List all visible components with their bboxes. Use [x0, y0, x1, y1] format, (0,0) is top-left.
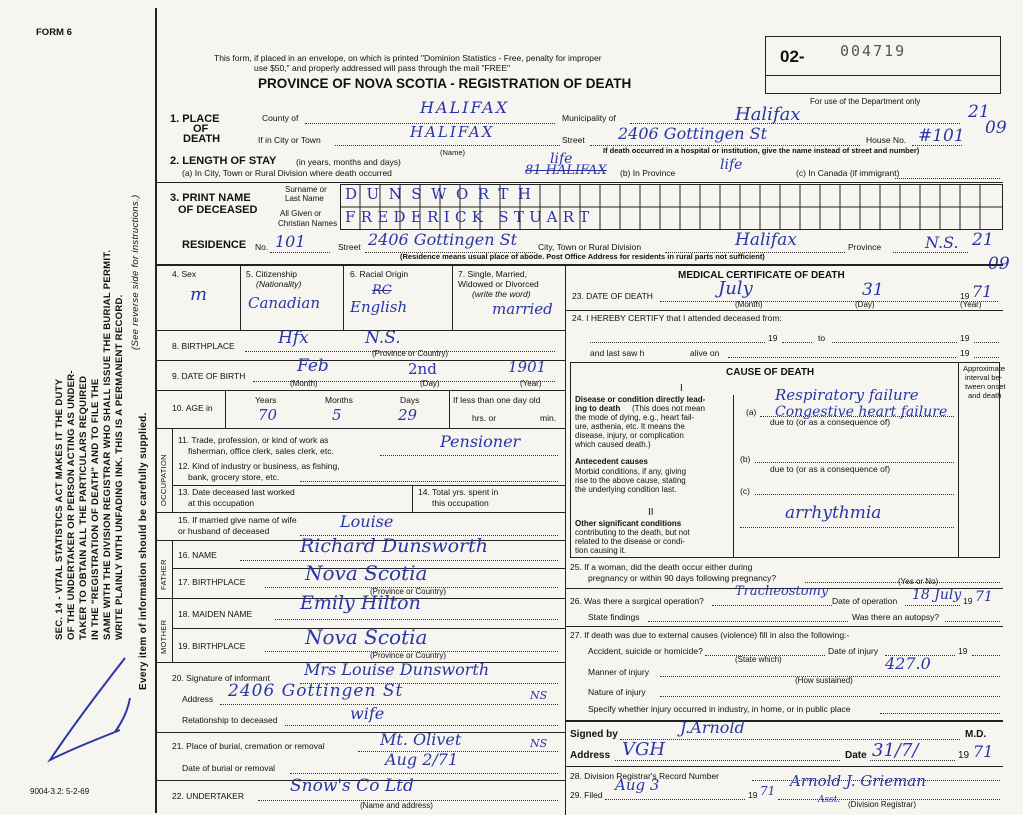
alive-year-line: [974, 357, 999, 358]
registrar-divider: [565, 766, 1003, 767]
cause-roman-2: II: [648, 507, 654, 518]
informant-sig: Mrs Louise Dunsworth: [304, 660, 490, 679]
age-days-label: Days: [400, 395, 420, 405]
burial-place-label: 21. Place of burial, cremation or removal: [172, 741, 325, 751]
municipality-value: Halifax: [735, 104, 801, 125]
injury-date-label: Date of injury: [828, 646, 879, 656]
due-b: due to (or as a consequence of): [770, 464, 891, 474]
place-label-1: 1. PLACE: [170, 113, 220, 125]
father-side-label: FATHER: [159, 559, 168, 590]
manner-value: 427.0: [885, 654, 931, 673]
med-divider-27: [565, 626, 1003, 627]
row-divider-8: [155, 330, 565, 331]
certify-label: 24. I HEREBY CERTIFY that I attended deceased from:: [572, 313, 782, 323]
signoff-divider: [565, 720, 1003, 722]
residence-city-label: City, Town or Rural Division: [538, 242, 642, 252]
burial-place-tail: NS: [530, 737, 548, 750]
section-name-top: [155, 182, 1003, 183]
alive-label: alive on: [690, 348, 720, 358]
lastworked-label-1: 13. Date deceased last worked: [178, 487, 295, 497]
q28-label: 28. Division Registrar's Record Number: [570, 771, 720, 781]
relationship-line: [285, 725, 558, 726]
dept-code-4: 09: [988, 254, 1010, 274]
q29-label: 29. Filed: [570, 790, 603, 800]
instructions-line-1: SEC. 14 - VITAL STATISTICS ACT MAKES IT THE DUTY: [54, 378, 65, 640]
burial-date-line: [290, 773, 558, 774]
informant-address-tail: NS: [530, 689, 548, 702]
row-divider-9: [155, 360, 565, 361]
county-value: HALIFAX: [420, 98, 510, 117]
q26-label: 26. Was there a surgical operation?: [570, 596, 704, 606]
sign-address-value: VGH: [622, 739, 666, 760]
filed-year: 71: [760, 784, 776, 798]
age-years: 70: [258, 406, 278, 424]
burial-place: Mt. Olivet: [380, 730, 462, 749]
dept-code-3: 21: [972, 230, 994, 250]
marital-label-2: Widowed or Divorced: [458, 279, 539, 289]
stay-c-line: [895, 178, 1000, 179]
citizenship-label: 5. Citizenship: [246, 269, 298, 279]
dept-code-1: 21: [968, 102, 990, 122]
instructions-line-2: OF THE UNDERTAKER OR PERSON ACTING AS UNDER-: [66, 370, 77, 640]
q26-date-line: [905, 605, 960, 606]
city-value: HALIFAX: [410, 123, 495, 141]
q29-line: [605, 799, 745, 800]
undertaker-label: 22. UNDERTAKER: [172, 791, 244, 801]
racial-struck: RC: [372, 283, 392, 298]
cause-b-marker: (b): [740, 454, 751, 464]
disease-label-4: the mode of dying, e.g., heart fail-: [575, 413, 695, 422]
age-years-label: Years: [255, 395, 277, 405]
cause-a2-value: Congestive heart failure: [775, 404, 948, 420]
section-divider-main: [155, 264, 1003, 266]
certify-to: to: [818, 333, 826, 343]
years-spent-label-2: this occupation: [432, 498, 489, 508]
nature-line: [660, 696, 1000, 697]
father-name-label: 16. NAME: [178, 550, 217, 560]
dob-month: Feb: [297, 356, 329, 376]
age-lessday: If less than one day old: [453, 395, 541, 405]
cause-roman-1: I: [680, 383, 683, 394]
spouse-label-2: or husband of deceased: [178, 526, 270, 536]
other-label-4: tion causing it.: [575, 546, 627, 555]
certify-year-1: 19: [768, 333, 778, 343]
instructions-line-4: IN THE "REGISTRATION OF DEATH" AND TO FILE THE: [90, 378, 101, 640]
medical-title: MEDICAL CERTIFICATE OF DEATH: [678, 270, 845, 281]
sign-date-value: 31/7/: [872, 740, 919, 761]
mother-maiden-label: 18. MAIDEN NAME: [178, 609, 253, 619]
q26-date: 18 July: [912, 587, 962, 603]
relationship-value: wife: [350, 704, 385, 723]
birthplace-label: 8. BIRTHPLACE: [172, 341, 235, 351]
sign-address-line: [615, 760, 840, 761]
state-findings-label: State findings: [588, 612, 640, 622]
informant-address-label: Address: [182, 694, 214, 704]
disease-label-6: disease, injury, or complication: [575, 431, 684, 440]
stay-a-struck: 81 HALIFAX: [525, 163, 607, 178]
registrar-signature: Arnold J. Grieman: [790, 772, 926, 790]
other-line: [740, 527, 954, 528]
accident-label: Accident, suicide or homicide?: [588, 646, 703, 656]
occupation-side-label: OCCUPATION: [159, 454, 168, 506]
hospital-note: If death occurred in a hospital or institution, give the name instead of street and number): [603, 146, 920, 155]
dod-day: 31: [862, 280, 884, 300]
alive-line: [728, 357, 956, 358]
municipality-label: Municipality of: [562, 113, 616, 123]
other-label-3: related to the disease or condi-: [575, 537, 685, 546]
dod-label: 23. DATE OF DEATH: [572, 291, 653, 301]
given-value: FREDERICK STUART: [345, 208, 595, 226]
form-number: FORM 6: [36, 27, 72, 38]
instructions-line-6: WRITE PLAINLY WITH UNFADING INK. THIS IS A PERMANENT RECORD.: [114, 294, 125, 640]
stay-a-value: life: [550, 151, 573, 167]
reg-prefix: 02-: [780, 47, 805, 66]
ante-label-1: Antecedent causes: [575, 457, 648, 466]
cause-b-line: [755, 462, 954, 463]
trade-value: Pensioner: [440, 432, 521, 451]
cause-c-marker: (c): [740, 486, 750, 496]
dept-code-2: 09: [985, 118, 1007, 138]
father-birthplace: Nova Scotia: [305, 561, 428, 585]
row-divider-occ: [155, 428, 565, 429]
due-a: due to (or as a consequence of): [770, 417, 891, 427]
dod-year-cap: (Year): [960, 300, 982, 309]
marital-label-1: 7. Single, Married,: [458, 269, 527, 279]
father-side-line: [172, 540, 173, 598]
spouse-value: Louise: [340, 512, 394, 531]
father-name: Richard Dunsworth: [300, 535, 488, 557]
house-label: House No.: [866, 135, 907, 145]
sign-year-prefix: 19: [958, 750, 970, 761]
burial-date-label: Date of burial or removal: [182, 763, 276, 773]
stay-b-label: (b) In Province: [620, 168, 676, 178]
city-label: If in City or Town: [258, 135, 321, 145]
dob-day-cap: (Day): [420, 379, 440, 388]
dob-month-cap: (Month): [290, 379, 318, 388]
injury-year: 19: [958, 646, 968, 656]
street-label: Street: [562, 135, 585, 145]
nature-label: Nature of injury: [588, 687, 646, 697]
age-label: 10. AGE in: [172, 403, 213, 413]
reg-number: 004719: [840, 42, 907, 60]
house-value: #101: [918, 126, 965, 146]
disease-label-3: (This does not mean: [632, 404, 705, 413]
q26-year: 71: [975, 589, 993, 605]
instructions-reverse: (See reverse side for instructions.): [130, 194, 141, 350]
citizenship-sub: (Nationality): [256, 279, 302, 289]
age-months: 5: [332, 406, 342, 424]
certify-year-line-1: [782, 342, 812, 343]
dod-year: 71: [972, 282, 993, 301]
certify-to-line: [832, 342, 957, 343]
years-spent-label-1: 14. Total yrs. spent in: [418, 487, 499, 497]
mother-maiden-line: [275, 619, 558, 620]
med-divider-24: [565, 310, 1003, 311]
trade-line: [380, 455, 558, 456]
ante-label-2: Morbid conditions, if any, giving: [575, 467, 687, 476]
undertaker-value: Snow's Co Ltd: [290, 776, 414, 796]
age-months-label: Months: [325, 395, 353, 405]
name-label-2: OF DECEASED: [178, 204, 258, 216]
form-title: PROVINCE OF NOVA SCOTIA - REGISTRATION OF DEATH: [258, 76, 632, 91]
specify-label: Specify whether injury occurred in industry, in home, or in public place: [588, 704, 851, 714]
manner-label: Manner of injury: [588, 667, 649, 677]
q25-label-1: 25. If a woman, did the death occur either during: [570, 562, 753, 572]
residence-province-label: Province: [848, 242, 882, 252]
racial-label: 6. Racial Origin: [350, 269, 409, 279]
certify-from-line: [590, 342, 765, 343]
autopsy-label: Was there an autopsy?: [852, 612, 940, 622]
q27-label: 27. If death was due to external causes (violence) fill in also the following:-: [570, 630, 850, 640]
mother-side-label: MOTHER: [159, 619, 168, 654]
stay-a-label: (a) In City, Town or Rural Division where death occurred: [182, 168, 392, 178]
disease-label-2: ing to death: [575, 404, 621, 413]
cause-inner-divider: [733, 395, 734, 557]
dob-year: 1901: [508, 358, 547, 376]
mother-side-line: [172, 598, 173, 662]
cause-a-marker: (a): [746, 407, 757, 417]
mother-birthplace-caption: (Province or Country): [370, 651, 447, 660]
dod-month: July: [718, 278, 753, 299]
father-birthplace-caption: (Province or Country): [370, 587, 447, 596]
reg-box-divider: [765, 75, 1001, 76]
place-label-3: DEATH: [183, 133, 221, 145]
disease-label-7: which caused death.): [575, 440, 651, 449]
industry-label-1: 12. Kind of industry or business, as fishing,: [178, 461, 340, 471]
dept-use-label: For use of the Department only: [810, 97, 921, 106]
interval-label-2: interval be-: [965, 373, 1003, 382]
row1-div-1: [240, 264, 241, 330]
citizenship-value: Canadian: [248, 294, 321, 312]
q25-label-2: pregnancy or within 90 days following pregnancy?: [588, 573, 777, 583]
column-divider: [565, 264, 566, 815]
interval-label-4: and death: [968, 391, 1002, 400]
registrar-caption: (Division Registrar): [848, 800, 917, 809]
dob-year-cap: (Year): [520, 379, 542, 388]
q26-date-label: Date of operation: [832, 596, 898, 606]
burial-date: Aug 2/71: [385, 750, 459, 769]
row13-div: [412, 485, 413, 512]
residence-no-line: [270, 252, 330, 253]
sign-date-label: Date: [845, 750, 867, 761]
form-left-border: [155, 8, 157, 813]
dod-month-cap: (Month): [735, 300, 763, 309]
state-which-cap: (State which): [735, 655, 782, 664]
stay-c-label: (c) In Canada (if immigrant): [796, 168, 900, 178]
interval-divider: [958, 362, 959, 558]
occ-side-line: [172, 428, 173, 512]
q26-value: Tracheostomy: [735, 584, 829, 599]
margin-scribble-icon: [30, 650, 150, 770]
md-label: M.D.: [965, 729, 987, 740]
lastsaw-label: and last saw h: [590, 348, 645, 358]
residence-no: 101: [275, 232, 306, 251]
q25-caption: (Yes or No): [898, 577, 939, 586]
county-label: County of: [262, 113, 299, 123]
sustained-cap: (How sustained): [795, 676, 853, 685]
industry-line: [300, 481, 558, 482]
registrar-asst: Asst.: [818, 795, 841, 805]
age-days: 29: [398, 406, 418, 424]
disease-label-1: Disease or condition directly lead-: [575, 395, 706, 404]
instructions-line-5: SAME WITH THE DIVISION REGISTRAR WHO SHALL ISSUE THE BURIAL PERMIT.: [102, 249, 113, 640]
informant-sig-label: 20. Signature of informant: [172, 673, 270, 683]
given-label-2: Christian Names: [278, 219, 338, 228]
q26-year-prefix: 19: [963, 596, 973, 606]
row1-div-3: [452, 264, 453, 330]
residence-label: RESIDENCE: [182, 239, 247, 251]
spouse-label-1: 15. If married give name of wife: [178, 515, 297, 525]
other-label-1: Other significant conditions: [575, 519, 682, 528]
undertaker-caption: (Name and address): [360, 801, 433, 810]
dob-day: 2nd: [408, 360, 437, 378]
other-label-2: contributing to the death, but not: [575, 528, 690, 537]
informant-address-line: [220, 704, 558, 705]
interval-label-3: tween onset: [965, 382, 1006, 391]
residence-street: 2406 Gottingen St: [368, 230, 517, 249]
name-label-1: 3. PRINT NAME: [170, 192, 251, 204]
ante-label-3: rise to the above cause, stating: [575, 476, 686, 485]
birthplace-city: Hfx: [278, 328, 309, 348]
signed-value: J.Arnold: [680, 718, 745, 737]
dod-line: [660, 301, 998, 302]
informant-address: 2406 Gottingen St: [228, 681, 404, 701]
row-divider-21: [155, 732, 565, 733]
residence-province: N.S.: [925, 233, 959, 252]
relationship-label: Relationship to deceased: [182, 715, 278, 725]
racial-value: English: [350, 298, 408, 316]
alive-year: 19: [960, 348, 970, 358]
instructions-line-3: TAKER TO OBTAIN ALL THE PARTICULARS REQUIRED: [78, 375, 89, 640]
surname-value: DUNSWORTH: [345, 185, 541, 203]
lastworked-label-2: at this occupation: [188, 498, 255, 508]
injury-year-line: [972, 655, 1000, 656]
sign-year: 71: [973, 742, 994, 761]
filed-year-prefix: 19: [748, 790, 758, 800]
row-divider-13: [172, 485, 565, 486]
birthplace-caption: (Province or Country): [372, 349, 449, 358]
marital-value: married: [492, 300, 553, 318]
dod-day-cap: (Day): [855, 300, 875, 309]
name-grid: [340, 184, 1003, 230]
dob-label: 9. DATE OF BIRTH: [172, 371, 246, 381]
surname-label-2: Last Name: [285, 194, 324, 203]
sex-label: 4. Sex: [172, 269, 197, 279]
row1-div-2: [343, 264, 344, 330]
sex-value: m: [190, 284, 208, 305]
age-hrs: hrs. or: [472, 413, 497, 423]
mother-maiden: Emily Hilton: [300, 592, 421, 614]
state-findings-line: [648, 621, 848, 622]
residence-street-label: Street: [338, 242, 361, 252]
marital-label-3: (write the word): [472, 289, 531, 299]
specify-line: [880, 713, 1000, 714]
dod-year-prefix: 19: [960, 291, 970, 301]
sign-address-label: Address: [570, 750, 611, 761]
disease-label-5: ure, asthenia, etc. It means the: [575, 422, 685, 431]
street-value: 2406 Gottingen St: [618, 124, 767, 143]
print-code: 9004-3.2: 5-2-69: [30, 787, 90, 796]
trade-label-1: 11. Trade, profession, or kind of work as: [178, 435, 329, 445]
stay-label: 2. LENGTH OF STAY: [170, 155, 277, 167]
mail-notice-1: This form, if placed in an envelope, on which is printed "Dominion Statistics - Free, penalty for improper: [214, 53, 602, 63]
given-label-1: All Given or: [280, 209, 322, 218]
stay-b-value: life: [720, 157, 743, 173]
filed-value: Aug 3: [615, 776, 660, 794]
surname-label-1: Surname or: [285, 185, 327, 194]
residence-no-label: No.: [255, 242, 269, 252]
city-line: [335, 145, 560, 146]
autopsy-line: [945, 621, 1000, 622]
age-min: min.: [540, 413, 557, 423]
stay-sub: (in years, months and days): [296, 157, 401, 167]
mother-birthplace: Nova Scotia: [305, 625, 428, 649]
residence-note: (Residence means usual place of abode. Post Office Address for residents in rural parts not sufficient): [400, 252, 765, 261]
trade-label-2: fisherman, office clerk, sales clerk, etc.: [188, 446, 334, 456]
signed-label: Signed by: [570, 729, 618, 740]
residence-city: Halifax: [735, 230, 797, 250]
city-name-caption: (Name): [440, 148, 466, 157]
cause-a-value: Respiratory failure: [775, 386, 919, 404]
place-label-2: OF: [193, 123, 209, 135]
other-value: arrhythmia: [785, 503, 882, 523]
ante-label-4: the underlying condition last.: [575, 485, 677, 494]
residence-province-line: [893, 252, 968, 253]
cause-title: CAUSE OF DEATH: [726, 367, 815, 378]
cause-c-line: [755, 494, 954, 495]
certify-year-line-2: [974, 342, 999, 343]
industry-label-2: bank, grocery store, etc.: [188, 472, 280, 482]
birthplace-province: N.S.: [365, 328, 401, 348]
interval-label-1: Approximate: [963, 364, 1006, 373]
mother-birthplace-label: 19. BIRTHPLACE: [178, 641, 246, 651]
q26-line: [712, 605, 832, 606]
mail-notice-2: use $50," and properly addressed will pass through the mail "FREE": [254, 63, 511, 73]
father-birthplace-label: 17. BIRTHPLACE: [178, 577, 246, 587]
instructions-supply: Every item of information should be carefully supplied.: [138, 412, 149, 690]
certify-year-2: 19: [960, 333, 970, 343]
